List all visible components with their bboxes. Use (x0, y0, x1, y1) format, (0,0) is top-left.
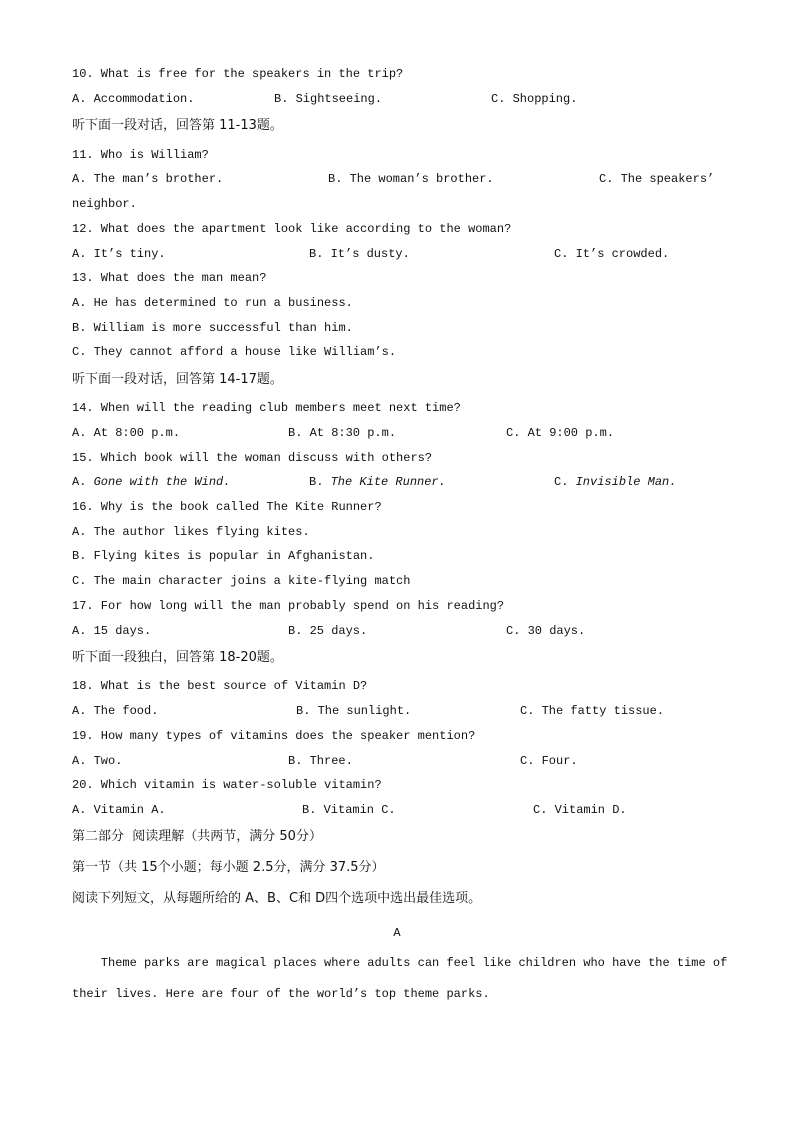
question-18-option-a: A. The food. (72, 704, 159, 718)
question-13-option-c: C. They cannot afford a house like William’s. (72, 345, 397, 359)
part-two-section-one: 第一节（共 15个小题；每小题 2.5分，满分 37.5分） (72, 860, 385, 875)
question-20-option-b: B. Vitamin C. (302, 803, 396, 817)
question-15-option-a (72, 474, 230, 490)
question-13-option-a: A. He has determined to run a business. (72, 296, 353, 310)
question-16-option-a: A. The author likes flying kites. (72, 525, 310, 539)
question-10-option-a: A. Accommodation. (72, 92, 195, 106)
question-15-option-b-letter: B. (309, 475, 324, 489)
part-two-title: 第二部分 阅读理解（共两节，满分 50分） (72, 829, 322, 844)
question-14-option-a: A. At 8:00 p.m. (72, 426, 181, 440)
question-10-option-c: C. Shopping. (491, 92, 578, 106)
question-19-stem: 19. How many types of vitamins does the speaker mention? (72, 729, 476, 743)
question-16-stem: 16. Why is the book called The Kite Runner? (72, 500, 382, 514)
question-15-option-b (309, 474, 446, 490)
question-11-option-c: C. The speakers’ (599, 172, 715, 186)
question-15-option-c-title: Invisible Man. (575, 475, 677, 489)
question-18-stem: 18. What is the best source of Vitamin D? (72, 679, 368, 693)
question-17-option-c: C. 30 days. (506, 624, 586, 638)
question-15-option-a-letter: A. (72, 475, 87, 489)
question-19-option-c: C. Four. (520, 754, 578, 768)
question-15-option-c (554, 474, 676, 490)
question-12-option-b: B. It’s dusty. (309, 247, 410, 261)
question-16-option-b: B. Flying kites is popular in Afghanistan. (72, 549, 375, 563)
question-13-option-b: B. William is more successful than him. (72, 321, 353, 335)
passage-paragraph-line-2: their lives. Here are four of the world’s top theme parks. (72, 987, 490, 1001)
question-11-option-c-continued: neighbor. (72, 197, 137, 211)
question-13-stem: 13. What does the man mean? (72, 271, 267, 285)
question-17-stem: 17. For how long will the man probably spend on his reading? (72, 599, 505, 613)
question-20-option-a: A. Vitamin A. (72, 803, 166, 817)
question-10-option-b: B. Sightseeing. (274, 92, 383, 106)
question-14-stem: 14. When will the reading club members meet next time? (72, 401, 461, 415)
passage-paragraph-line-1: Theme parks are magical places where adults can feel like children who have the time of (72, 956, 728, 970)
question-11-option-b: B. The woman’s brother. (328, 172, 494, 186)
question-10-stem: 10. What is free for the speakers in the trip? (72, 67, 404, 81)
question-19-option-a: A. Two. (72, 754, 123, 768)
question-15-option-b-title: The Kite Runner. (330, 475, 446, 489)
question-12-option-a: A. It’s tiny. (72, 247, 166, 261)
question-17-option-b: B. 25 days. (288, 624, 368, 638)
question-15-option-c-letter: C. (554, 475, 569, 489)
question-19-option-b: B. Three. (288, 754, 353, 768)
question-11-stem: 11. Who is William? (72, 148, 209, 162)
question-18-option-b: B. The sunlight. (296, 704, 412, 718)
question-20-option-c: C. Vitamin D. (533, 803, 627, 817)
question-14-option-b: B. At 8:30 p.m. (288, 426, 397, 440)
part-two-instruction: 阅读下列短文，从每题所给的 A、B、C和 D四个选项中选出最佳选项。 (72, 891, 482, 906)
question-12-stem: 12. What does the apartment look like according to the woman? (72, 222, 512, 236)
question-15-option-a-title: Gone with the Wind. (93, 475, 231, 489)
section-heading-14-17: 听下面一段对话，回答第 14-17题。 (72, 372, 283, 387)
section-heading-11-13: 听下面一段对话，回答第 11-13题。 (72, 118, 283, 133)
question-20-stem: 20. Which vitamin is water-soluble vitamin? (72, 778, 382, 792)
question-17-option-a: A. 15 days. (72, 624, 152, 638)
question-11-option-a: A. The man’s brother. (72, 172, 224, 186)
question-16-option-c: C. The main character joins a kite-flying match (72, 574, 411, 588)
question-12-option-c: C. It’s crowded. (554, 247, 670, 261)
question-18-option-c: C. The fatty tissue. (520, 704, 665, 718)
question-15-stem: 15. Which book will the woman discuss with others? (72, 451, 433, 465)
passage-label: A (393, 926, 401, 940)
section-heading-18-20: 听下面一段独白，回答第 18-20题。 (72, 650, 283, 665)
question-14-option-c: C. At 9:00 p.m. (506, 426, 615, 440)
